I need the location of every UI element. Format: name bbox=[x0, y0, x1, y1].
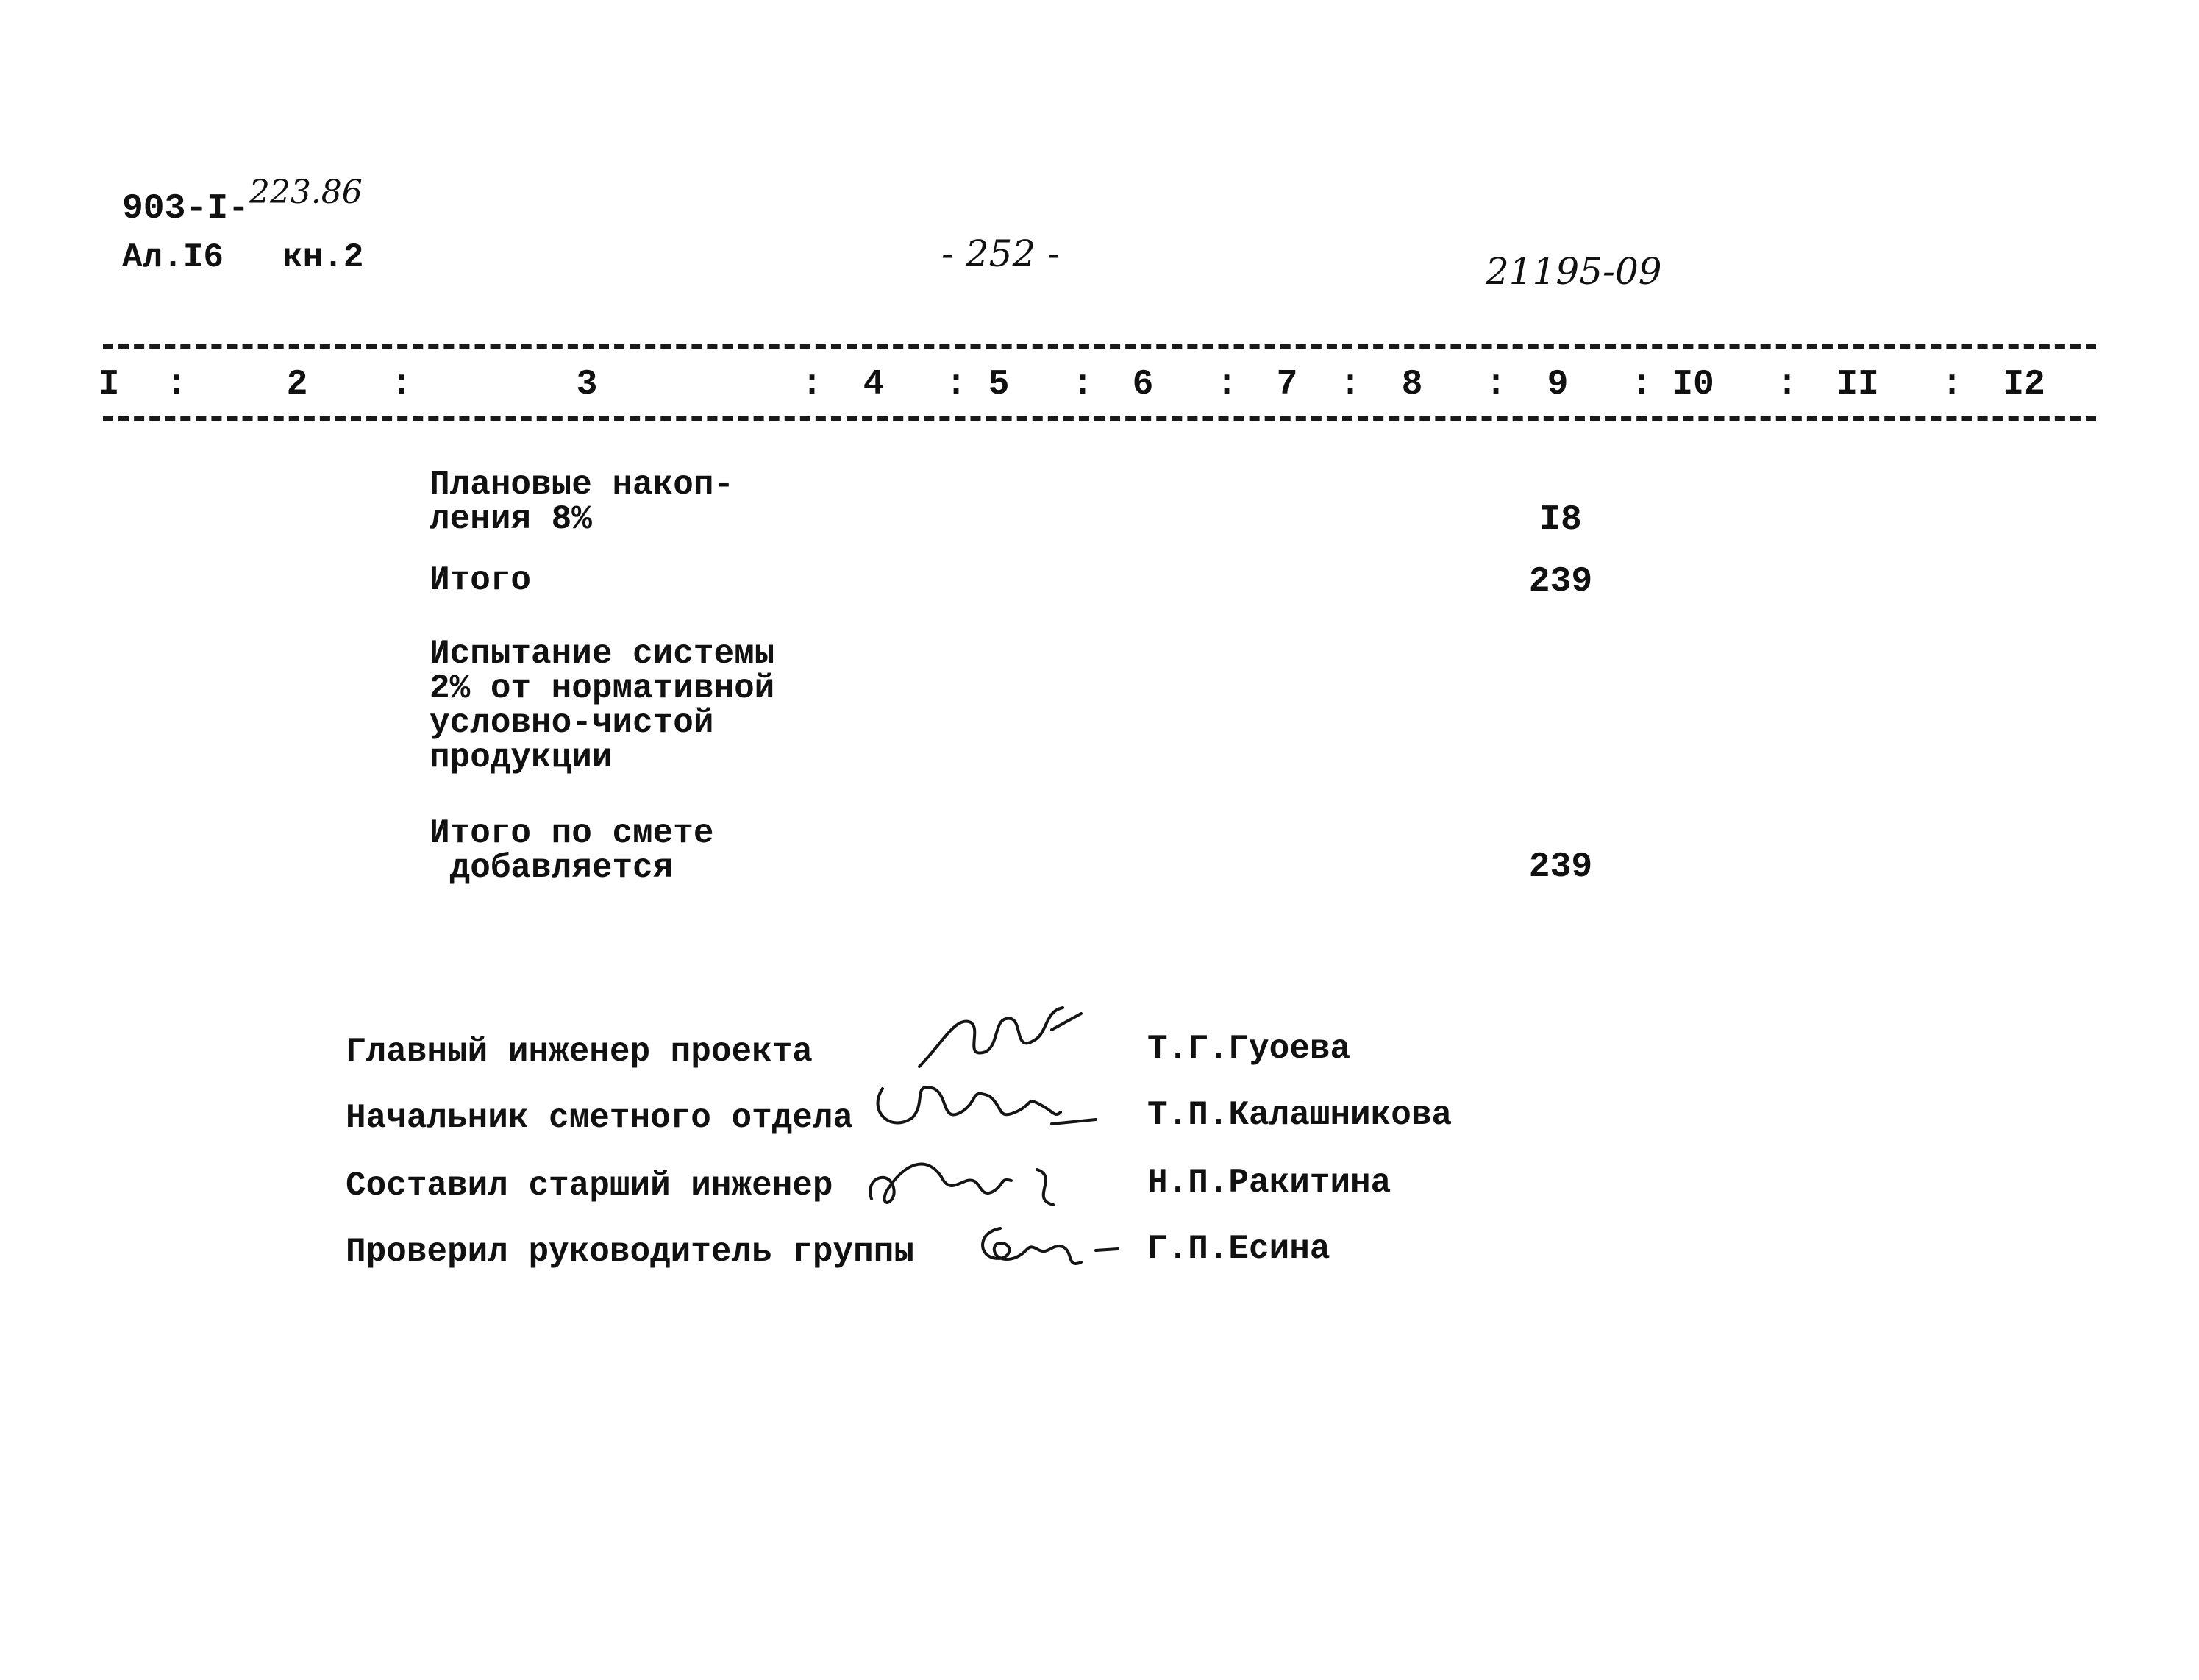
column-separator: : bbox=[1339, 365, 1361, 405]
handwritten-signature-2 bbox=[868, 1067, 1103, 1140]
signature-name-chief-engineer: Т.Г.Гуоева bbox=[1147, 1030, 1351, 1068]
column-separator: : bbox=[1485, 365, 1507, 405]
column-header: 9 bbox=[1547, 365, 1569, 405]
column-header: I bbox=[98, 365, 120, 405]
column-header: 6 bbox=[1132, 365, 1154, 405]
signature-name-senior-engineer: Н.П.Ракитина bbox=[1147, 1164, 1391, 1202]
column-separator: : bbox=[801, 365, 823, 405]
book-number: кн.2 bbox=[282, 238, 364, 277]
column-header: 4 bbox=[863, 365, 885, 405]
signature-title-estimate-head: Начальник сметного отдела bbox=[346, 1099, 854, 1137]
column-header: 7 bbox=[1276, 365, 1298, 405]
column-header: 3 bbox=[576, 365, 598, 405]
document-code bbox=[122, 174, 363, 229]
row-label-system-testing: Испытание системы 2% от нормативной условно-чистой продукции bbox=[430, 635, 775, 777]
signature-title-chief-engineer: Главный инженер проекта bbox=[346, 1033, 813, 1071]
column-header: 5 bbox=[988, 365, 1010, 405]
handwritten-signature-4 bbox=[971, 1214, 1133, 1280]
table-top-rule bbox=[103, 344, 2096, 349]
row-label-estimate-total: Итого по смете добавляется bbox=[430, 814, 714, 887]
page-number: - 252 - bbox=[941, 232, 1061, 275]
signature-name-estimate-head: Т.П.Калашникова bbox=[1147, 1096, 1453, 1134]
row-value-planned-accumulation: I8 bbox=[1539, 500, 1582, 540]
document-code-handwritten: 223.86 bbox=[249, 174, 363, 211]
album-number: Ал.I6 bbox=[122, 238, 224, 277]
row-label-subtotal: Итого bbox=[430, 561, 532, 599]
table-header-rule bbox=[103, 416, 2096, 421]
signature-name-group-lead: Г.П.Есина bbox=[1147, 1230, 1330, 1268]
column-separator: : bbox=[391, 365, 413, 405]
column-separator: : bbox=[1630, 365, 1653, 405]
signature-title-senior-engineer: Составил старший инженер bbox=[346, 1167, 833, 1205]
column-separator: : bbox=[1072, 365, 1094, 405]
row-value-estimate-total: 239 bbox=[1528, 847, 1593, 887]
column-header: 8 bbox=[1401, 365, 1423, 405]
column-header: I2 bbox=[2003, 365, 2045, 405]
signature-title-group-lead: Проверил руководитель группы bbox=[346, 1233, 914, 1271]
column-separator: : bbox=[165, 365, 188, 405]
inventory-number: 21195-09 bbox=[1486, 250, 1662, 293]
row-label-planned-accumulation: Плановые накоп- ления 8% bbox=[430, 466, 735, 538]
document-code-printed: 903-I- bbox=[122, 189, 249, 229]
column-header: II bbox=[1836, 365, 1879, 405]
row-value-subtotal: 239 bbox=[1528, 562, 1593, 602]
column-separator: : bbox=[1941, 365, 1963, 405]
column-header: 2 bbox=[286, 365, 308, 405]
handwritten-signature-3 bbox=[860, 1147, 1081, 1221]
column-header: I0 bbox=[1672, 365, 1714, 405]
column-separator: : bbox=[945, 365, 967, 405]
column-separator: : bbox=[1216, 365, 1238, 405]
column-separator: : bbox=[1776, 365, 1798, 405]
